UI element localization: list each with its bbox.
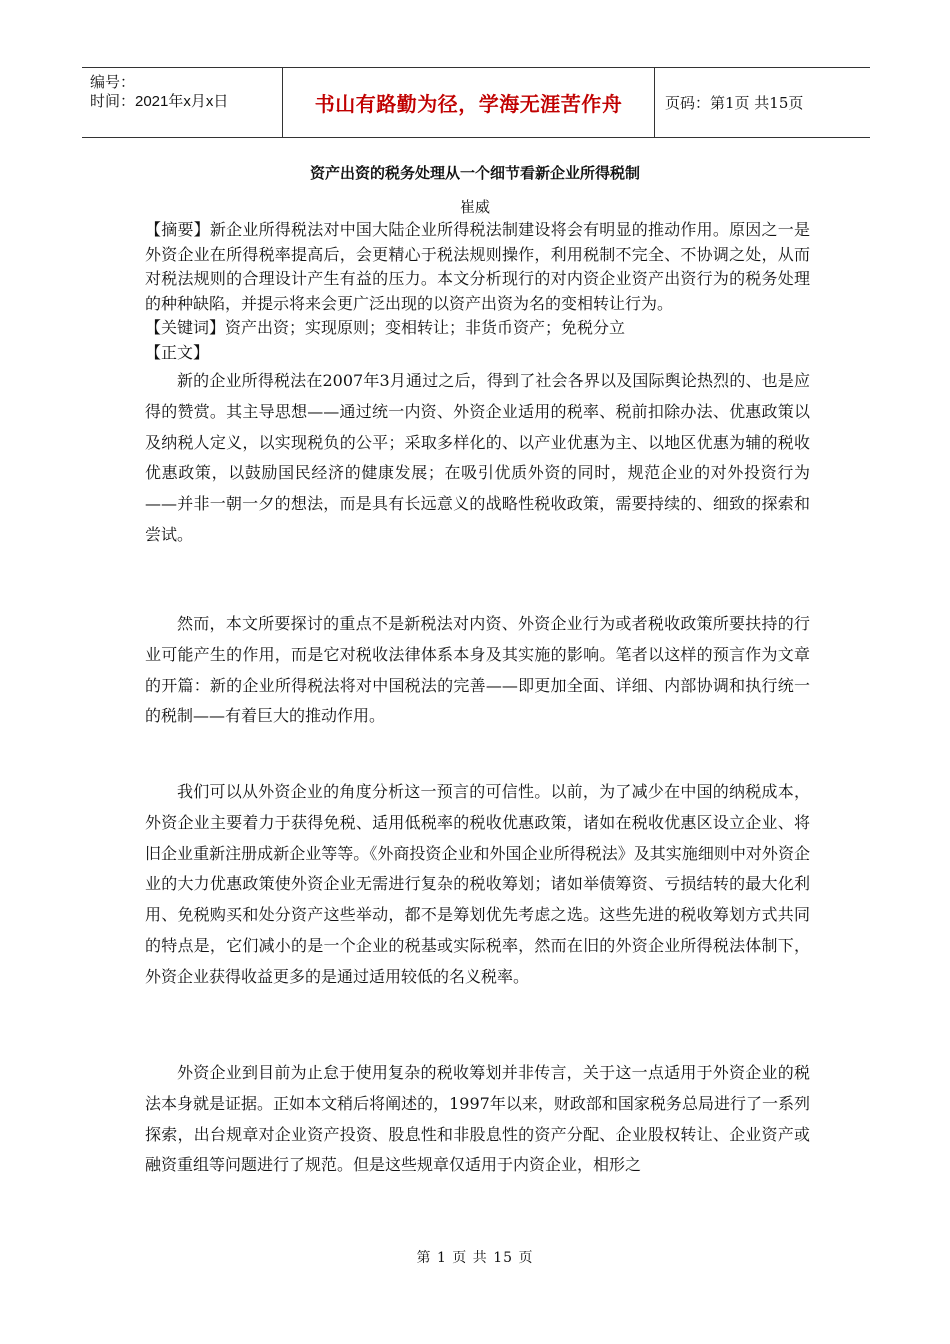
article-author: 崔威 <box>459 198 490 216</box>
page-footer: 第 1 页 共 15 页 <box>416 1250 534 1266</box>
body-paragraph-3: 我们可以从外资企业的角度分析这一预言的可信性。以前，为了减少在中国的纳税成本，外资企业主要着力于获得免税、适用低税率的税收优惠政策，诸如在税收优惠区设立企业、将旧企业重新注册成新企业等等。《外商投资企业和外国企业所得税法》及其实施细则中对外资企业的大力优惠政策使外资企业无需进行复杂的税收筹划；诸如举债筹资、亏损结转的最大化利用、免税购买和处分资产这些举动，都不是筹划优先考虑之选。这些先进的税收筹划方式共同的特点是，它们减小的是一个企业的税基或实际税率，然而在旧的外资企业所得税法体制下，外资企业获得收益更多的是通过适用较低的名义税率。 <box>145 782 810 986</box>
header-meta <box>82 68 282 137</box>
number-label: 编号： <box>90 74 136 91</box>
header-motto: 书山有路勤为径，学海无涯苦作舟 <box>282 68 655 137</box>
abstract-text: 【摘要】新企业所得税法对中国大陆企业所得税法制建设将会有明显的推动作用。原因之一是外资企业在所得税率提高后，会更精心于税法规则操作，利用税制不完全、不协调之处，从而对税法规则的合理设计产生有益的压力。本文分析现行的对内资企业资产出资行为的税务处理的种种缺陷，并提示将来会更广泛出现的以资产出资为名的变相转让行为。 <box>145 220 810 313</box>
body-paragraph-4: 外资企业到目前为止怠于使用复杂的税收筹划并非传言，关于这一点适用于外资企业的税法本身就是证据。正如本文稍后将阐述的，1997年以来，财政部和国家税务总局进行了一系列探索，出台规章对企业资产投资、股息性和非股息性的资产分配、企业股权转让、企业资产或融资重组等问题进行了规范。但是这些规章仅适用于内资企业，相形之 <box>145 1063 810 1175</box>
body-paragraph-2: 然而，本文所要探讨的重点不是新税法对内资、外资企业行为或者税收政策所要扶持的行业可能产生的作用，而是它对税收法律体系本身及其实施的影响。笔者以这样的预言作为文章的开篇：新的企业所得税法将对中国税法的完善——即更加全面、详细、内部协调和执行统一的税制——有着巨大的推动作用。 <box>145 614 810 726</box>
body-paragraph-1: 新的企业所得税法在2007年3月通过之后，得到了社会各界以及国际舆论热烈的、也是应得的赞赏。其主导思想——通过统一内资、外资企业适用的税率、税前扣除办法、优惠政策以及纳税人定义，以实现税负的公平；采取多样化的、以产业优惠为主、以地区优惠为辅的税收优惠政策，以鼓励国民经济的健康发展；在吸引优质外资的同时，规范企业的对外投资行为——并非一朝一夕的想法，而是具有长远意义的战略性税收政策，需要持续的、细致的探索和尝试。 <box>145 371 810 544</box>
abstract-block <box>145 218 810 365</box>
header-table <box>82 67 870 138</box>
body-label: 【正文】 <box>145 342 210 362</box>
date-line: 时间：2021年x月x日 <box>90 93 229 110</box>
header-page-info: 页码：第1页 共15页 <box>665 94 804 112</box>
keywords-text: 【关键词】资产出资；实现原则；变相转让；非货币资产；免税分立 <box>145 318 626 337</box>
article-title: 资产出资的税务处理从一个细节看新企业所得税制 <box>309 164 640 182</box>
